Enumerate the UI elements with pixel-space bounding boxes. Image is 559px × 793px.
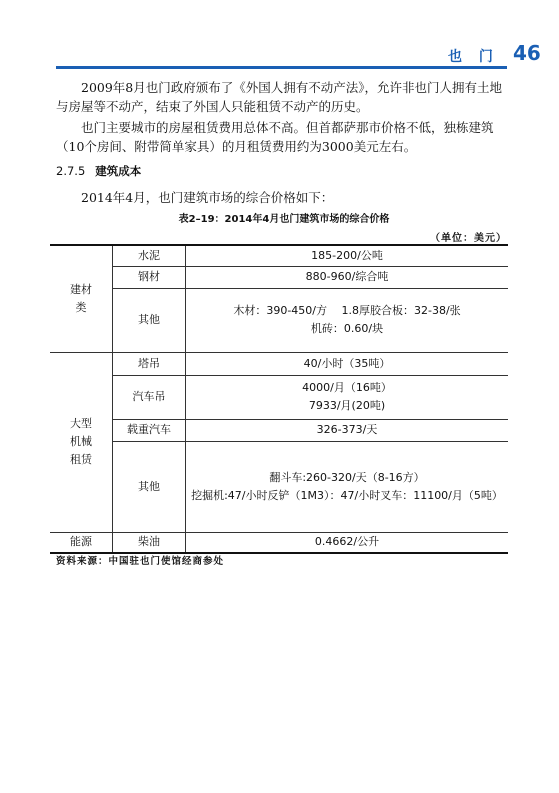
- category-line: 类: [75, 300, 87, 314]
- category-line: 建材: [70, 282, 92, 296]
- table-caption: 表2–19：2014年4月也门建筑市场的综合价格: [178, 214, 390, 225]
- table-row: [50, 245, 508, 266]
- header-rule: [56, 66, 507, 69]
- value-cell: [186, 352, 509, 375]
- value-line: 木材：390-450/方 1.8厚胶合板：32-38/张: [233, 304, 461, 317]
- source-note: 资料来源：中国驻也门使馆经商参处: [56, 556, 225, 567]
- paragraph-rental-costs: 也门主要城市的房屋租赁费用总体不高。但首都萨那市价格不低，独栋建筑（10个房间、附带简单家具）的月租赁费用约为3000美元左右。: [56, 120, 494, 154]
- table-row: [50, 375, 508, 419]
- category-cell: [50, 532, 113, 553]
- paragraph-foreign-property-law: 2009年8月也门政府颁布了《外国人拥有不动产法》，允许非也门人拥有土地与房屋等不动产，结束了外国人只能租赁不动产的历史。: [56, 80, 503, 114]
- table-unit: （单位：美元）: [430, 233, 507, 244]
- item-cell: 其他: [113, 441, 186, 532]
- table-row: [50, 441, 508, 532]
- category-cell: [50, 352, 113, 532]
- category-line: 大型: [70, 417, 92, 430]
- section-number: 2.7.5: [56, 164, 86, 178]
- item-cell: 载重汽车: [113, 419, 186, 441]
- value-cell: [186, 245, 509, 266]
- section-heading: [56, 163, 141, 179]
- value-line: 翻斗车:260-320/天（8-16方）: [269, 470, 425, 484]
- paragraph-table-intro: 2014年4月，也门建筑市场的综合价格如下：: [81, 190, 334, 205]
- page-number: 46: [513, 41, 541, 65]
- value-line: 挖掘机:47/小时反铲（1M3）：47/小时叉车：11100/月（5吨）: [191, 488, 503, 502]
- table-row: [50, 266, 508, 288]
- value-line: 机砖：0.60/块: [310, 322, 384, 335]
- category-line: 能源: [70, 535, 92, 549]
- value-line: 326-373/天: [316, 423, 378, 436]
- value-line: 4000/月（16吨）: [302, 381, 392, 394]
- price-table: [50, 244, 508, 554]
- running-header-label: 也 门: [448, 49, 499, 65]
- category-cell: [50, 245, 113, 352]
- value-line: 185-200/公吨: [311, 248, 383, 262]
- category-line: 机械: [70, 435, 92, 448]
- value-cell: [186, 419, 509, 441]
- value-cell: [186, 288, 509, 352]
- value-line: 7933/月(20吨): [308, 399, 386, 412]
- value-cell: [186, 441, 509, 532]
- table-row: [50, 419, 508, 441]
- value-cell: [186, 532, 509, 553]
- item-cell: 汽车吊: [113, 375, 186, 419]
- section-title: 建筑成本: [95, 164, 142, 178]
- category-line: 租赁: [70, 453, 92, 466]
- table-row: [50, 288, 508, 352]
- value-cell: [186, 375, 509, 419]
- value-line: 0.4662/公升: [314, 535, 380, 549]
- item-cell: 柴油: [113, 532, 186, 553]
- item-cell: 其他: [113, 288, 186, 352]
- item-cell: 钢材: [113, 266, 186, 288]
- value-cell: [186, 266, 509, 288]
- item-cell: 塔吊: [113, 352, 186, 375]
- table-row: [50, 532, 508, 553]
- value-line: 880-960/综合吨: [305, 270, 389, 283]
- item-cell: 水泥: [113, 245, 186, 266]
- value-line: 40/小时（35吨）: [303, 356, 391, 370]
- table-row: [50, 352, 508, 375]
